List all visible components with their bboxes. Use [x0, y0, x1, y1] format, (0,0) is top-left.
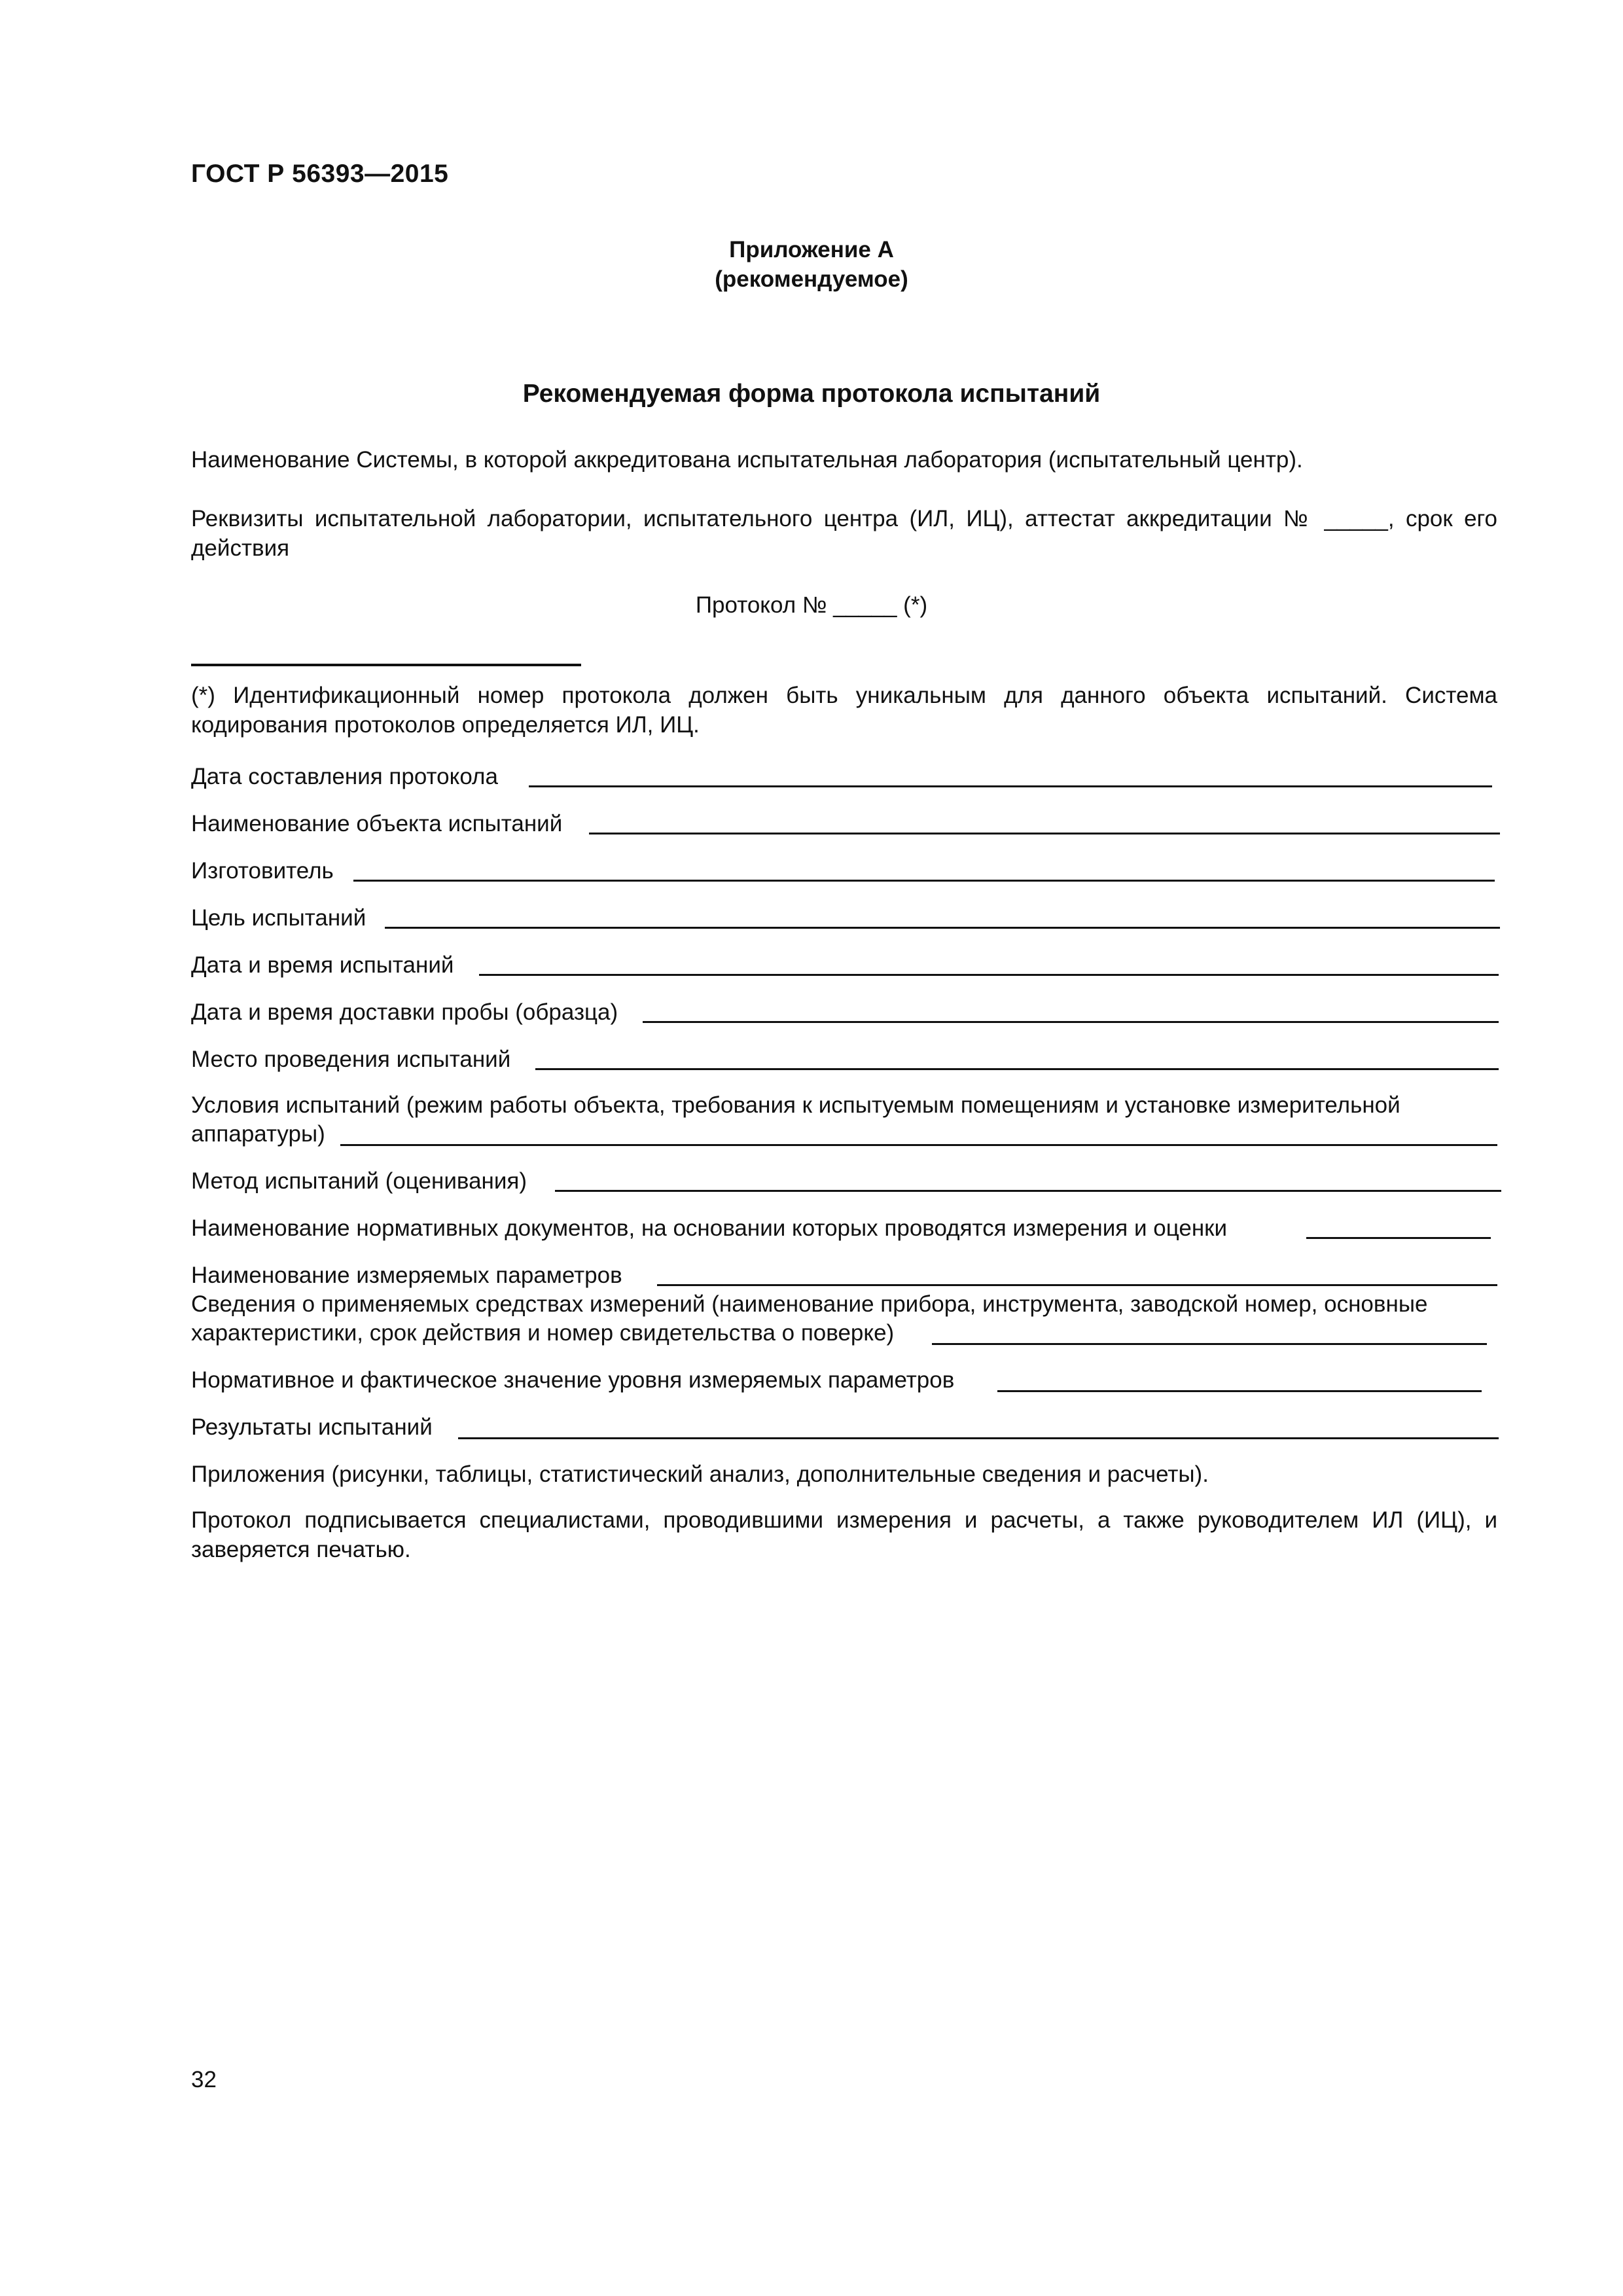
field-purpose-label: Цель испытаний: [191, 905, 366, 931]
field-method-label: Метод испытаний (оценивания): [191, 1168, 527, 1194]
field-test-place-label: Место проведения испытаний: [191, 1047, 511, 1072]
field-conditions-label: Условия испытаний (режим работы объекта, требования к испытуемым помещениям и установке измерительной: [191, 1092, 1400, 1118]
system-name-paragraph: Наименование Системы, в которой аккредитована испытательная лаборатория (испытательный центр).: [191, 447, 1303, 473]
field-instruments-line[interactable]: [932, 1343, 1487, 1345]
document-code: ГОСТ Р 56393—2015: [191, 160, 449, 188]
field-object-name-line[interactable]: [589, 833, 1500, 834]
field-sample-delivery-label: Дата и время доставки пробы (образца): [191, 999, 618, 1025]
field-conditions-line[interactable]: [340, 1144, 1497, 1146]
field-measured-params-line[interactable]: [657, 1284, 1497, 1286]
field-test-place-line[interactable]: [535, 1068, 1499, 1070]
field-measured-params-label: Наименование измеряемых параметров: [191, 1263, 622, 1288]
appendix-title: Приложение А: [729, 237, 894, 262]
page-number: 32: [191, 2067, 217, 2092]
field-normative-docs-label: Наименование нормативных документов, на основании которых проводятся измерения и оценки: [191, 1215, 1228, 1241]
signature-paragraph: Протокол подписывается специалистами, проводившими измерения и расчеты, а также руководителем ИЛ (ИЦ), и заверяется печатью.: [191, 1507, 1497, 1562]
footnote-divider: [191, 664, 581, 666]
field-date-compiled-label: Дата составления протокола: [191, 764, 498, 789]
field-test-datetime-line[interactable]: [479, 974, 1499, 976]
field-param-levels-label: Нормативное и фактическое значение уровня измеряемых параметров: [191, 1367, 955, 1393]
field-conditions-label-cont: аппаратуры): [191, 1121, 325, 1147]
field-date-compiled-line[interactable]: [529, 785, 1492, 787]
field-method-line[interactable]: [555, 1190, 1501, 1192]
field-test-datetime-label: Дата и время испытаний: [191, 952, 454, 978]
field-instruments-label-cont: характеристики, срок действия и номер свидетельства о поверке): [191, 1320, 895, 1346]
field-manufacturer-label: Изготовитель: [191, 858, 334, 884]
requisites-paragraph: Реквизиты испытательной лаборатории, испытательного центра (ИЛ, ИЦ), аттестат аккредитации № _____, срок его действия: [191, 506, 1497, 561]
footnote: (*) Идентификационный номер протокола должен быть уникальным для данного объекта испытаний. Система кодирования протоколов определяется ИЛ, ИЦ.: [191, 683, 1497, 738]
field-results-label: Результаты испытаний: [191, 1414, 433, 1440]
field-normative-docs-line[interactable]: [1306, 1237, 1491, 1239]
field-object-name-label: Наименование объекта испытаний: [191, 811, 563, 836]
form-title: Рекомендуемая форма протокола испытаний: [522, 380, 1101, 408]
field-param-levels-line[interactable]: [997, 1390, 1482, 1392]
field-purpose-line[interactable]: [385, 927, 1500, 929]
appendix-subtitle: (рекомендуемое): [715, 266, 908, 292]
field-results-line[interactable]: [458, 1437, 1499, 1439]
attachments-paragraph: Приложения (рисунки, таблицы, статистический анализ, дополнительные сведения и расчеты).: [191, 1462, 1209, 1487]
field-manufacturer-line[interactable]: [353, 880, 1495, 882]
field-sample-delivery-line[interactable]: [643, 1021, 1499, 1023]
field-instruments-label: Сведения о применяемых средствах измерений (наименование прибора, инструмента, заводской номер, основные: [191, 1291, 1428, 1317]
protocol-number: Протокол № _____ (*): [695, 592, 928, 618]
